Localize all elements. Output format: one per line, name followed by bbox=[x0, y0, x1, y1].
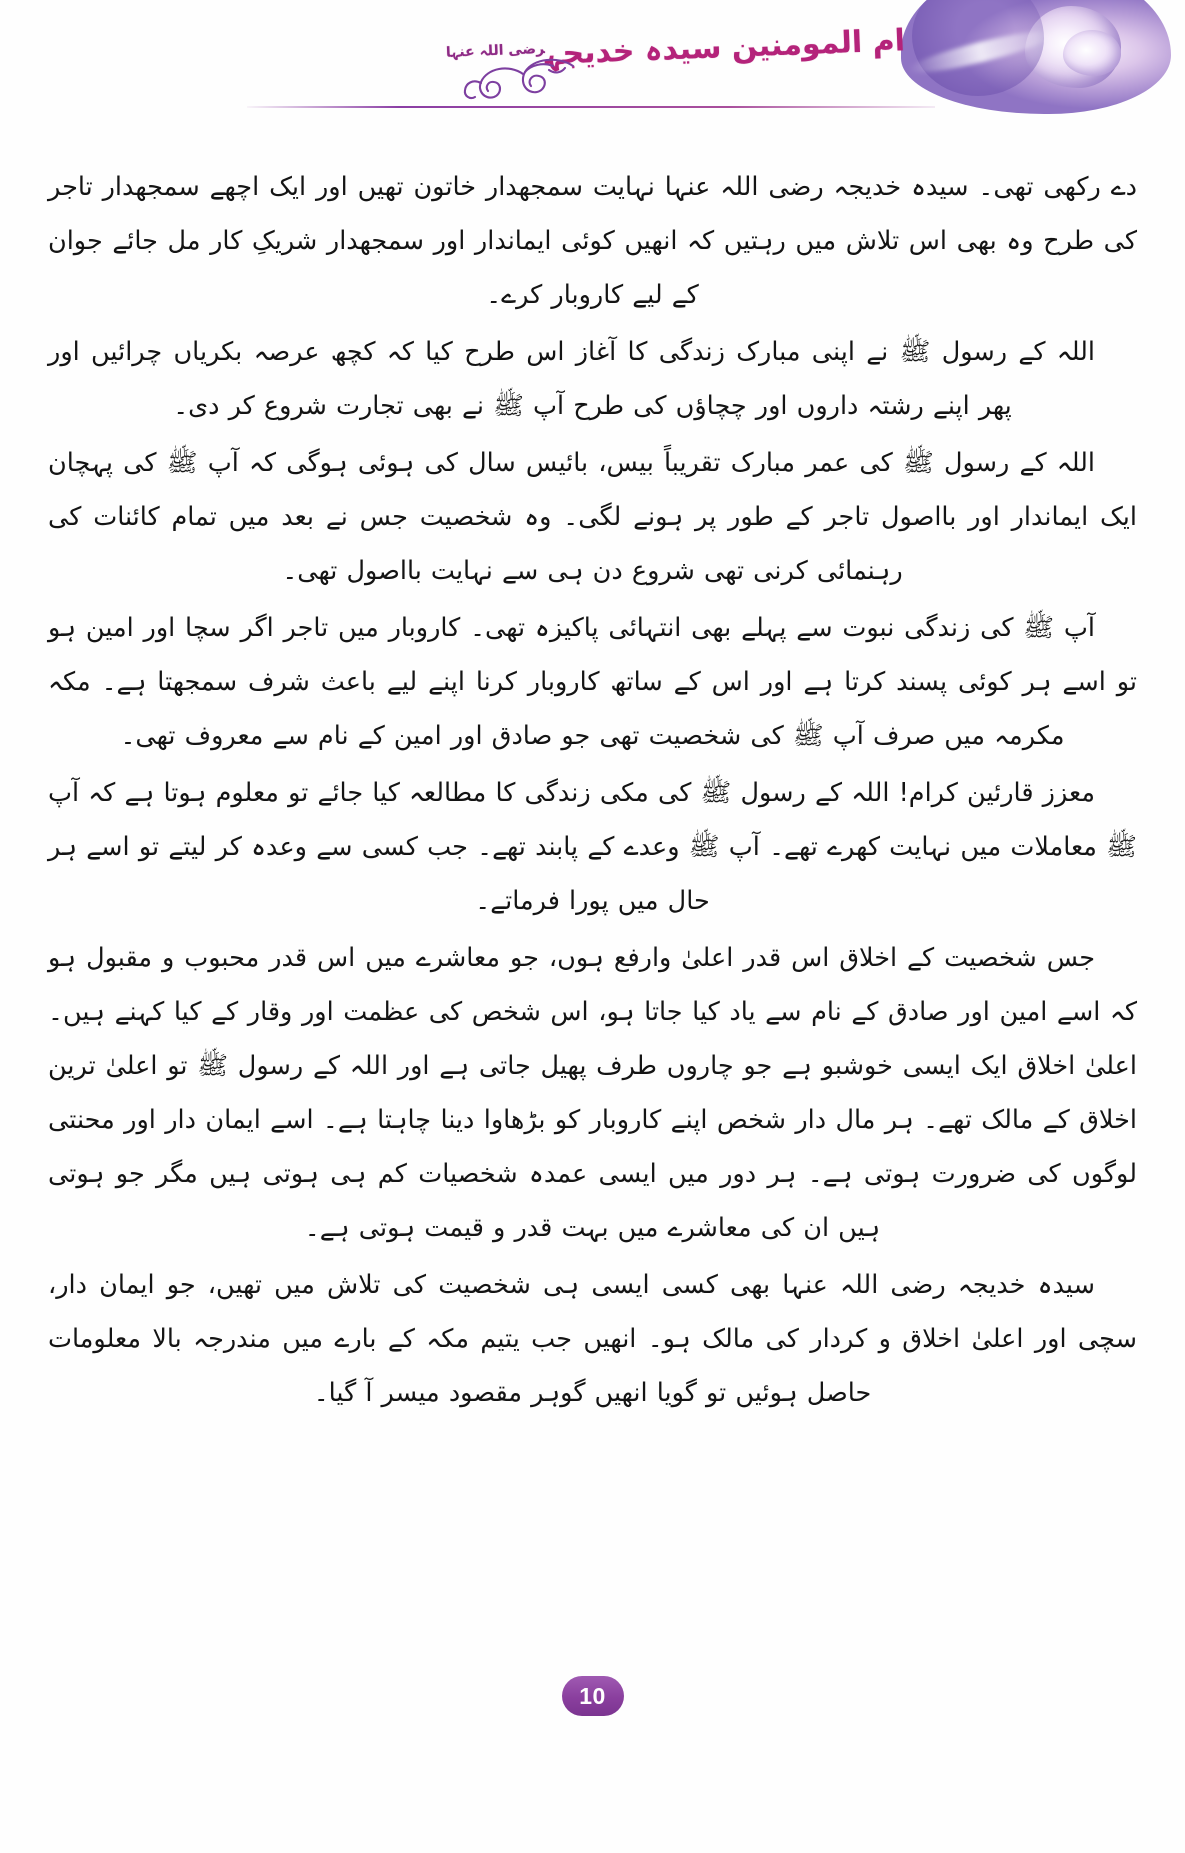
honorific-text: رضی اللہ عنہا bbox=[445, 41, 545, 61]
paragraph: آپ ﷺ کی زندگی نبوت سے پہلے بھی انتہائی پاکیزہ تھی۔ کاروبار میں تاجر اگر سچا اور امین ہو تو اسے ہر کوئی پسند کرتا ہے اور اس کے ساتھ کاروبار کرنا اپنے لیے باعث شرف سمجھتا ہے۔ مکہ مکرمہ میں صرف آپ ﷺ کی شخصیت تھی جو صادق اور امین کے نام سے معروف تھی۔ bbox=[48, 613, 1137, 751]
header-divider bbox=[247, 106, 935, 108]
paragraph: سیدہ خدیجہ رضی اللہ عنہا بھی کسی ایسی ہی شخصیت کی تلاش میں تھیں، جو ایمان دار، سچی اور اعلیٰ اخلاق و کردار کی مالک ہو۔ انھیں جب یتیم مکہ کے بارے میں مندرجہ بالا معلومات حاصل ہوئیں تو گویا انھیں گوہر مقصود میسر آ گیا۔ bbox=[48, 1270, 1137, 1408]
floral-swirl-icon bbox=[461, 52, 579, 104]
paragraph: اللہ کے رسول ﷺ نے اپنی مبارک زندگی کا آغاز اس طرح کیا کہ کچھ عرصہ بکریاں چرائیں اور پھر اپنے رشتہ داروں اور چچاؤں کی طرح آپ ﷺ نے بھی تجارت شروع کر دی۔ bbox=[48, 337, 1095, 421]
book-title-text: ام المومنین سیدہ خدیجہ bbox=[544, 23, 906, 73]
page-header bbox=[0, 0, 1185, 118]
page-body bbox=[48, 160, 1137, 1423]
paragraph: جس شخصیت کے اخلاق اس قدر اعلیٰ وارفع ہوں، جو معاشرے میں اس قدر محبوب و مقبول ہو کہ اسے امین اور صادق کے نام سے یاد کیا جاتا ہو، اس شخص کی عظمت اور وقار کے کیا کہنے ہیں۔ اعلیٰ اخلاق ایک ایسی خوشبو ہے جو چاروں طرف پھیل جاتی ہے اور اللہ کے رسول ﷺ تو اعلیٰ ترین اخلاق کے مالک تھے۔ ہر مال دار شخص اپنے کاروبار کو بڑھاوا دینا چاہتا ہے۔ اسے ایمان دار اور محنتی لوگوں کی ضرورت ہوتی ہے۔ ہر دور میں ایسی عمدہ شخصیات کم ہی ہوتی ہیں مگر جو ہوتی ہیں ان کی معاشرے میں بہت قدر و قیمت ہوتی ہے۔ bbox=[48, 943, 1137, 1243]
paragraph: اللہ کے رسول ﷺ کی عمر مبارک تقریباً بیس، بائیس سال کی ہوئی ہوگی کہ آپ ﷺ کی پہچان ایک ایماندار اور بااصول تاجر کے طور پر ہونے لگی۔ وہ شخصیت جس نے بعد میں تمام کائنات کی رہنمائی کرنی تھی شروع دن ہی سے نہایت بااصول تھی۔ bbox=[48, 448, 1137, 586]
page-number-badge bbox=[562, 1676, 624, 1716]
paragraph: معزز قارئین کرام! اللہ کے رسول ﷺ کی مکی زندگی کا مطالعہ کیا جائے تو معلوم ہوتا ہے کہ آپ ﷺ معاملات میں نہایت کھرے تھے۔ آپ ﷺ وعدے کے پابند تھے۔ جب کسی سے وعدہ کر لیتے تو اسے ہر حال میں پورا فرماتے۔ bbox=[48, 778, 1137, 916]
page-number-text: 10 bbox=[579, 1682, 606, 1709]
paragraph: دے رکھی تھی۔ سیدہ خدیجہ رضی اللہ عنہا نہایت سمجھدار خاتون تھیں اور ایک اچھے سمجھدار تاجر کی طرح وہ بھی اس تلاش میں رہتیں کہ انھیں کوئی ایماندار اور سمجھدار شریکِ کار مل جائے جوان کے لیے کاروبار کرے۔ bbox=[48, 172, 1137, 310]
purple-rose-photo bbox=[901, 0, 1171, 114]
